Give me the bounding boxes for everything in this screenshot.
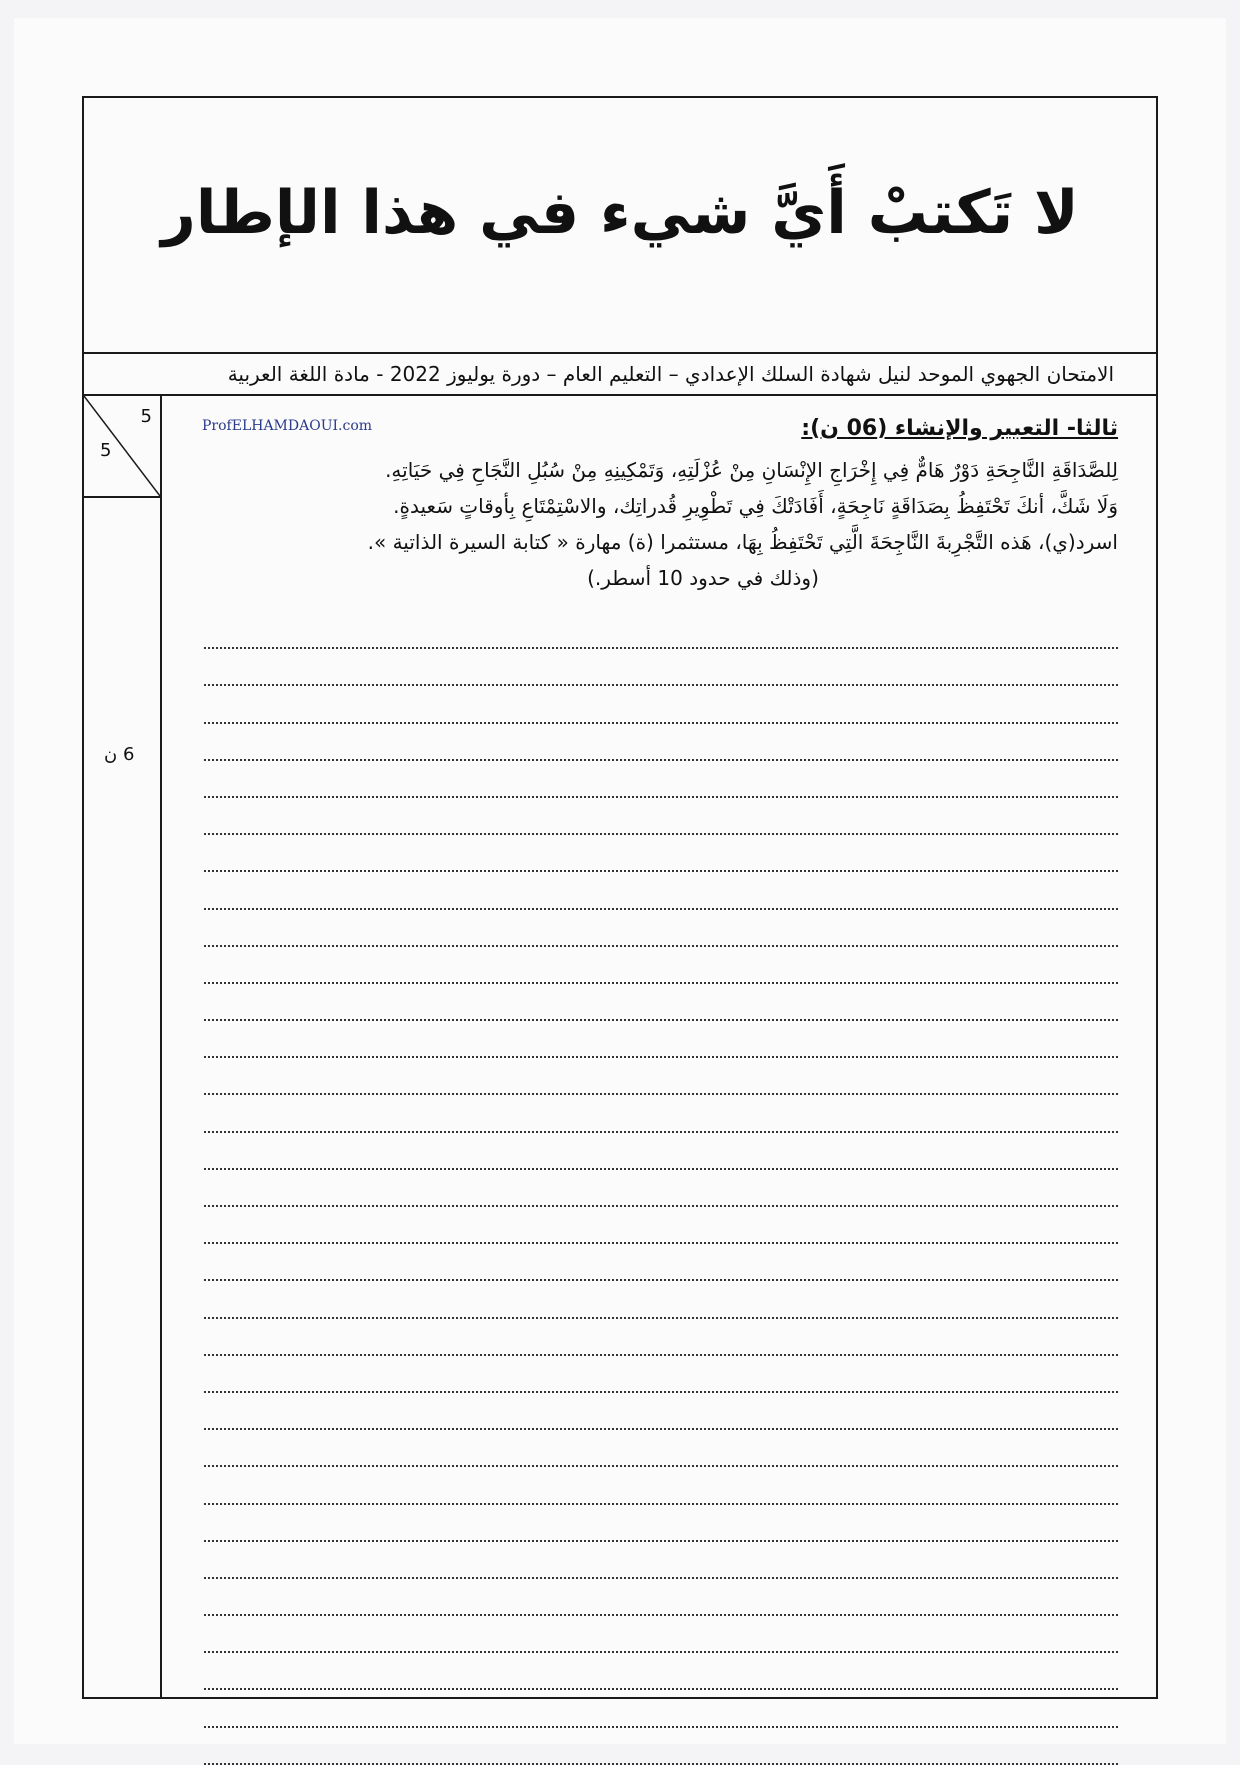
score-max: 5 bbox=[140, 406, 152, 427]
score-given: 5 bbox=[100, 440, 112, 461]
warning-title: لا تَكتبْ أَيَّ شيء في هذا الإطار bbox=[161, 178, 1079, 248]
answer-line[interactable] bbox=[204, 1505, 1118, 1542]
answer-area bbox=[160, 396, 1156, 1697]
writing-prompt bbox=[218, 452, 1118, 596]
answer-lines[interactable] bbox=[204, 612, 1118, 1765]
answer-line[interactable] bbox=[204, 1319, 1118, 1356]
section-title: ثالثا- التعبير والإنشاء (06 ن): bbox=[801, 416, 1118, 441]
do-not-write-box bbox=[84, 98, 1156, 354]
section-points: 6 ن bbox=[104, 744, 135, 765]
answer-line[interactable] bbox=[204, 1616, 1118, 1653]
answer-line[interactable] bbox=[204, 910, 1118, 947]
answer-line[interactable] bbox=[204, 1058, 1118, 1095]
exam-sheet bbox=[14, 18, 1226, 1744]
prompt-line: لِلصَّدَاقَةِ النَّاجِحَةِ دَوْرٌ هَامٌّ فِي إِخْرَاجِ الإِنْسَانِ مِنْ عُزْلَتِهِ، وَتَمْكِينِهِ مِنْ سُبُلِ النَّجَاحِ فِي حَيَاتِهِ. bbox=[385, 458, 1118, 482]
answer-line[interactable] bbox=[204, 686, 1118, 723]
answer-line[interactable] bbox=[204, 612, 1118, 649]
answer-line[interactable] bbox=[204, 1579, 1118, 1616]
answer-line[interactable] bbox=[204, 1393, 1118, 1430]
answer-line[interactable] bbox=[204, 1244, 1118, 1281]
watermark: ProfELHAMDAOUI.com bbox=[202, 418, 373, 434]
answer-line[interactable] bbox=[204, 947, 1118, 984]
answer-line[interactable] bbox=[204, 1021, 1118, 1058]
answer-line[interactable] bbox=[204, 984, 1118, 1021]
answer-line[interactable] bbox=[204, 1690, 1118, 1727]
exam-header: الامتحان الجهوي الموحد لنيل شهادة السلك الإعدادي – التعليم العام – دورة يوليوز 2022 - مادة اللغة العربية bbox=[84, 352, 1156, 396]
answer-line[interactable] bbox=[204, 1281, 1118, 1318]
answer-line[interactable] bbox=[204, 798, 1118, 835]
score-column bbox=[84, 396, 162, 1697]
answer-line[interactable] bbox=[204, 761, 1118, 798]
answer-line[interactable] bbox=[204, 835, 1118, 872]
answer-line[interactable] bbox=[204, 1728, 1118, 1765]
answer-line[interactable] bbox=[204, 1170, 1118, 1207]
answer-line[interactable] bbox=[204, 1467, 1118, 1504]
answer-line[interactable] bbox=[204, 1430, 1118, 1467]
prompt-line: اسرد(ي)، هَذه التَّجْرِبةَ النَّاجِحَةَ الَّتِي تَحْتَفِظُ بِهَا، مستثمرا (ة) مهارة « كتابة السيرة الذاتية ». bbox=[367, 530, 1118, 554]
answer-line[interactable] bbox=[204, 1542, 1118, 1579]
answer-line[interactable] bbox=[204, 649, 1118, 686]
answer-line[interactable] bbox=[204, 1356, 1118, 1393]
prompt-line: وَلَا شَكَّ، أنكَ تَحْتَفِظُ بِصَدَاقَةٍ نَاجِحَةٍ، أَفَادَتْكَ فِي تَطْوِيرِ قُدراتِك، والاسْتِمْتَاعِ بِأوقاتٍ سَعيدةٍ. bbox=[393, 494, 1118, 518]
exam-frame bbox=[82, 96, 1158, 1699]
answer-line[interactable] bbox=[204, 1207, 1118, 1244]
answer-line[interactable] bbox=[204, 872, 1118, 909]
answer-line[interactable] bbox=[204, 1133, 1118, 1170]
answer-line[interactable] bbox=[204, 724, 1118, 761]
answer-line[interactable] bbox=[204, 1095, 1118, 1132]
answer-line[interactable] bbox=[204, 1653, 1118, 1690]
score-box bbox=[84, 396, 160, 498]
prompt-line: (وذلك في حدود 10 أسطر.) bbox=[587, 566, 819, 590]
